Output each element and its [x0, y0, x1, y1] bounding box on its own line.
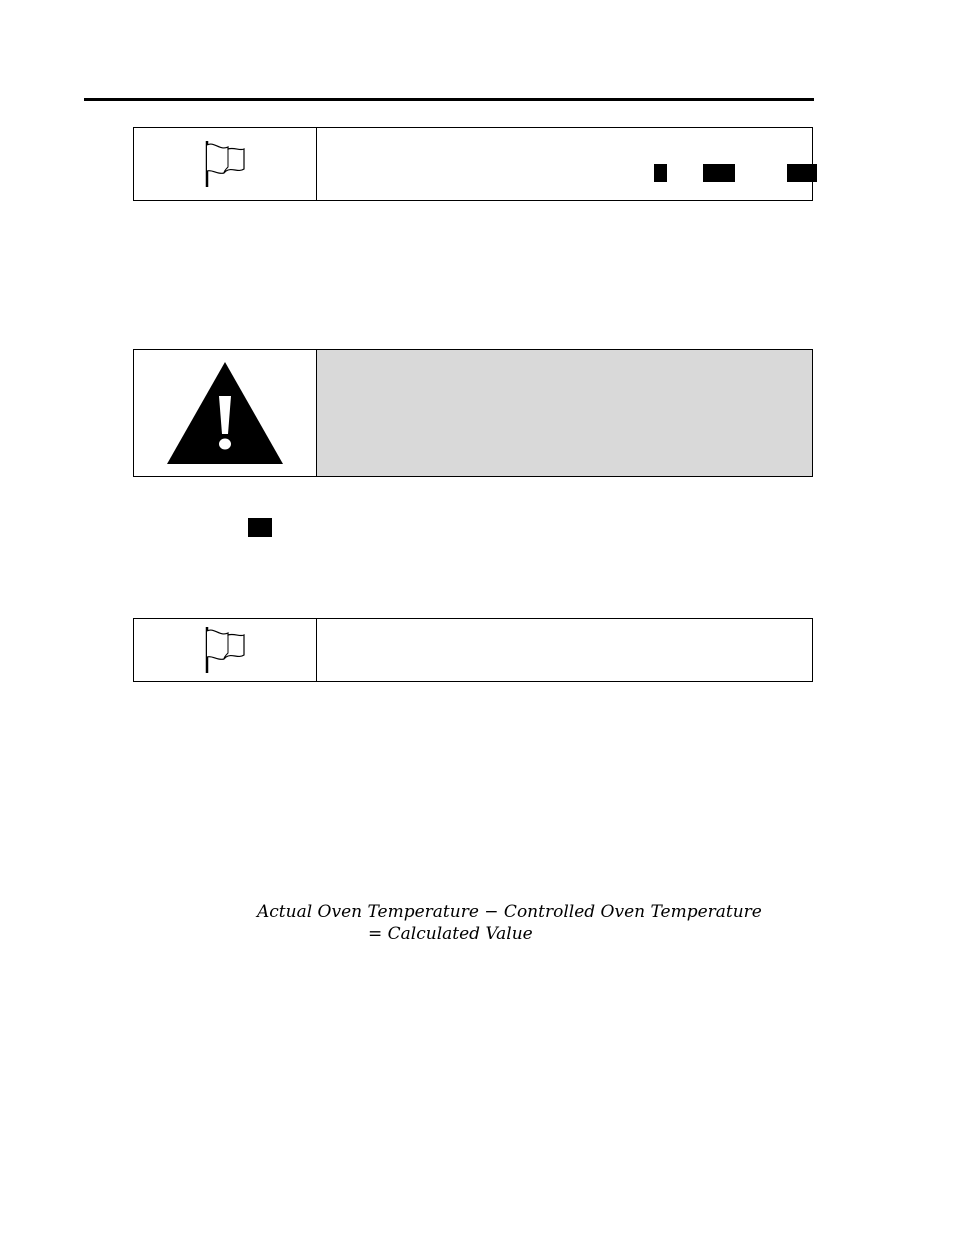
flag-icon [204, 625, 246, 675]
redacted-key-1 [654, 164, 667, 182]
warning-icon-cell [134, 350, 317, 476]
formula-line-2: = Calculated Value [368, 924, 533, 944]
note-text-cell [317, 128, 812, 200]
formula-line-1: Actual Oven Temperature − Controlled Oven Temperature [257, 902, 762, 922]
warning-triangle-icon [165, 360, 285, 466]
redacted-key-2 [703, 164, 735, 182]
note-box [133, 618, 813, 682]
warning-box [133, 349, 813, 477]
warning-text-cell [317, 350, 812, 476]
note-icon-cell [134, 619, 317, 681]
note-text-cell [317, 619, 812, 681]
flag-icon [204, 139, 246, 189]
note-icon-cell [134, 128, 317, 200]
note-box [133, 127, 813, 201]
redacted-key-4 [248, 518, 272, 537]
header-rule [84, 98, 814, 101]
redacted-key-3 [787, 164, 817, 182]
